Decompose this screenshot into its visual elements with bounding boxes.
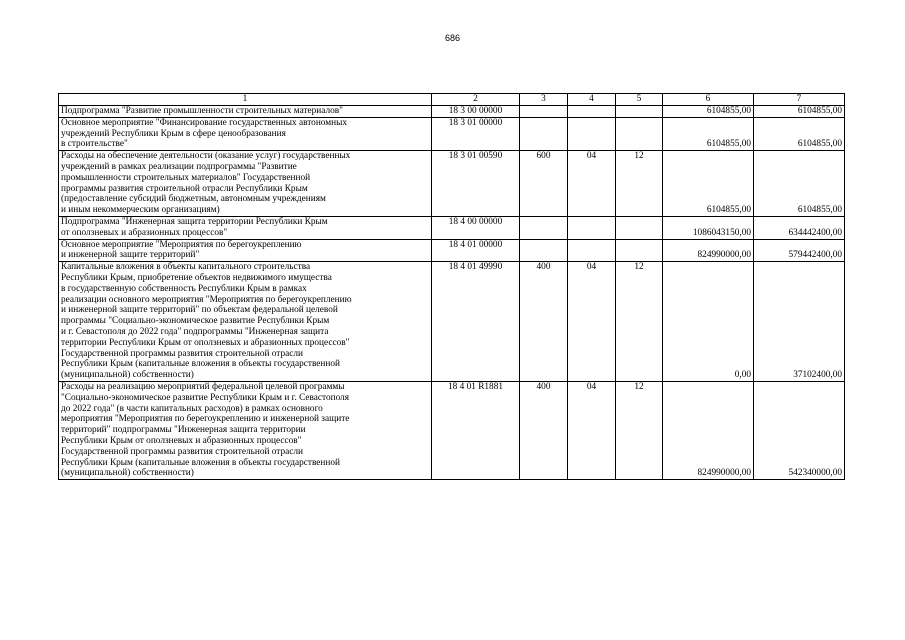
row-subsection <box>616 216 663 239</box>
table-row <box>59 262 845 382</box>
row-expense-type <box>520 239 568 262</box>
row-subsection <box>616 117 663 150</box>
row-subsection: 12 <box>616 262 663 382</box>
row-description: Капитальные вложения в объекты капитального строительства Республики Крым, приобретение объектов недвижимого имущества в государственную собственность Республики Крым в рамках реализации основного мероприятия "Мероприятия по берегоукреплению и инженерной защите территорий" по объектам федеральной целевой программы "Социально-экономическое развитие Республики Крым и г. Севастополя до 2022 года" подпрограммы "Инженерная защита территории Республики Крым от оползневых и абразионных процессов" Государственной программы развития строительной отрасли Республики Крым (капитальные вложения в объекты государственной (муниципальной) собственности) <box>59 262 432 382</box>
page-number: 686 <box>444 33 461 43</box>
row-description: Подпрограмма "Инженерная защита территории Республики Крым от оползневых и абразионных процессов" <box>59 216 432 239</box>
row-description: Подпрограмма "Развитие промышленности строительных материалов" <box>59 106 432 118</box>
row-subsection <box>616 106 663 118</box>
row-amount-col7: 37102400,00 <box>754 262 845 382</box>
row-code: 18 3 01 00000 <box>432 117 520 150</box>
table-row <box>59 106 845 118</box>
row-description: Расходы на обеспечение деятельности (оказание услуг) государственных учреждений в рамках реализации подпрограммы "Развитие промышленности строительных материалов" Государственной программы развития строительной отрасли Республики Крым (предоставление субсидий бюджетным, автономным учреждениям и иным некоммерческим организациям) <box>59 151 432 217</box>
row-expense-type <box>520 216 568 239</box>
row-amount-col6: 6104855,00 <box>663 117 754 150</box>
table-row <box>59 381 845 479</box>
row-amount-col7: 579442400,00 <box>754 239 845 262</box>
column-header: 2 <box>432 94 520 106</box>
row-expense-type: 400 <box>520 381 568 479</box>
column-header: 6 <box>663 94 754 106</box>
row-code: 18 3 01 00590 <box>432 151 520 217</box>
column-header: 5 <box>616 94 663 106</box>
row-amount-col6: 0,00 <box>663 262 754 382</box>
column-header: 3 <box>520 94 568 106</box>
row-section: 04 <box>568 262 616 382</box>
row-code: 18 4 01 R1881 <box>432 381 520 479</box>
row-expense-type: 400 <box>520 262 568 382</box>
row-section: 04 <box>568 381 616 479</box>
table-row <box>59 151 845 217</box>
row-code: 18 4 01 00000 <box>432 239 520 262</box>
row-section <box>568 117 616 150</box>
column-header: 1 <box>59 94 432 106</box>
column-header: 7 <box>754 94 845 106</box>
row-expense-type <box>520 106 568 118</box>
table-row <box>59 216 845 239</box>
column-header: 4 <box>568 94 616 106</box>
row-subsection <box>616 239 663 262</box>
row-section <box>568 106 616 118</box>
row-amount-col6: 824990000,00 <box>663 381 754 479</box>
row-amount-col7: 634442400,00 <box>754 216 845 239</box>
row-description: Расходы на реализацию мероприятий федеральной целевой программы "Социально-экономическое развитие Республики Крым и г. Севастополя до 2022 года" (в части капитальных расходов) в рамках основного мероприятия "Мероприятия по берегоукреплению и инженерной защите территорий" подпрограммы "Инженерная защита территории Республики Крым от оползневых и абразионных процессов" Государственной программы развития строительной отрасли Республики Крым (капитальные вложения в объекты государственной (муниципальной) собственности) <box>59 381 432 479</box>
row-expense-type: 600 <box>520 151 568 217</box>
row-expense-type <box>520 117 568 150</box>
table-header-row <box>59 94 845 106</box>
row-amount-col7: 542340000,00 <box>754 381 845 479</box>
row-amount-col7: 6104855,00 <box>754 106 845 118</box>
row-description: Основное мероприятие "Финансирование государственных автономных учреждений Республики Крым в сфере ценообразования в строительстве" <box>59 117 432 150</box>
table-row <box>59 117 845 150</box>
row-subsection: 12 <box>616 381 663 479</box>
row-description: Основное мероприятие "Мероприятия по берегоукреплению и инженерной защите территорий" <box>59 239 432 262</box>
row-amount-col6: 1086043150,00 <box>663 216 754 239</box>
row-section <box>568 216 616 239</box>
row-amount-col7: 6104855,00 <box>754 117 845 150</box>
table-row <box>59 239 845 262</box>
row-amount-col7: 6104855,00 <box>754 151 845 217</box>
row-code: 18 3 00 00000 <box>432 106 520 118</box>
row-code: 18 4 01 49990 <box>432 262 520 382</box>
row-section: 04 <box>568 151 616 217</box>
row-amount-col6: 6104855,00 <box>663 106 754 118</box>
row-amount-col6: 824990000,00 <box>663 239 754 262</box>
row-section <box>568 239 616 262</box>
row-amount-col6: 6104855,00 <box>663 151 754 217</box>
row-subsection: 12 <box>616 151 663 217</box>
budget-table <box>58 93 845 480</box>
row-code: 18 4 00 00000 <box>432 216 520 239</box>
